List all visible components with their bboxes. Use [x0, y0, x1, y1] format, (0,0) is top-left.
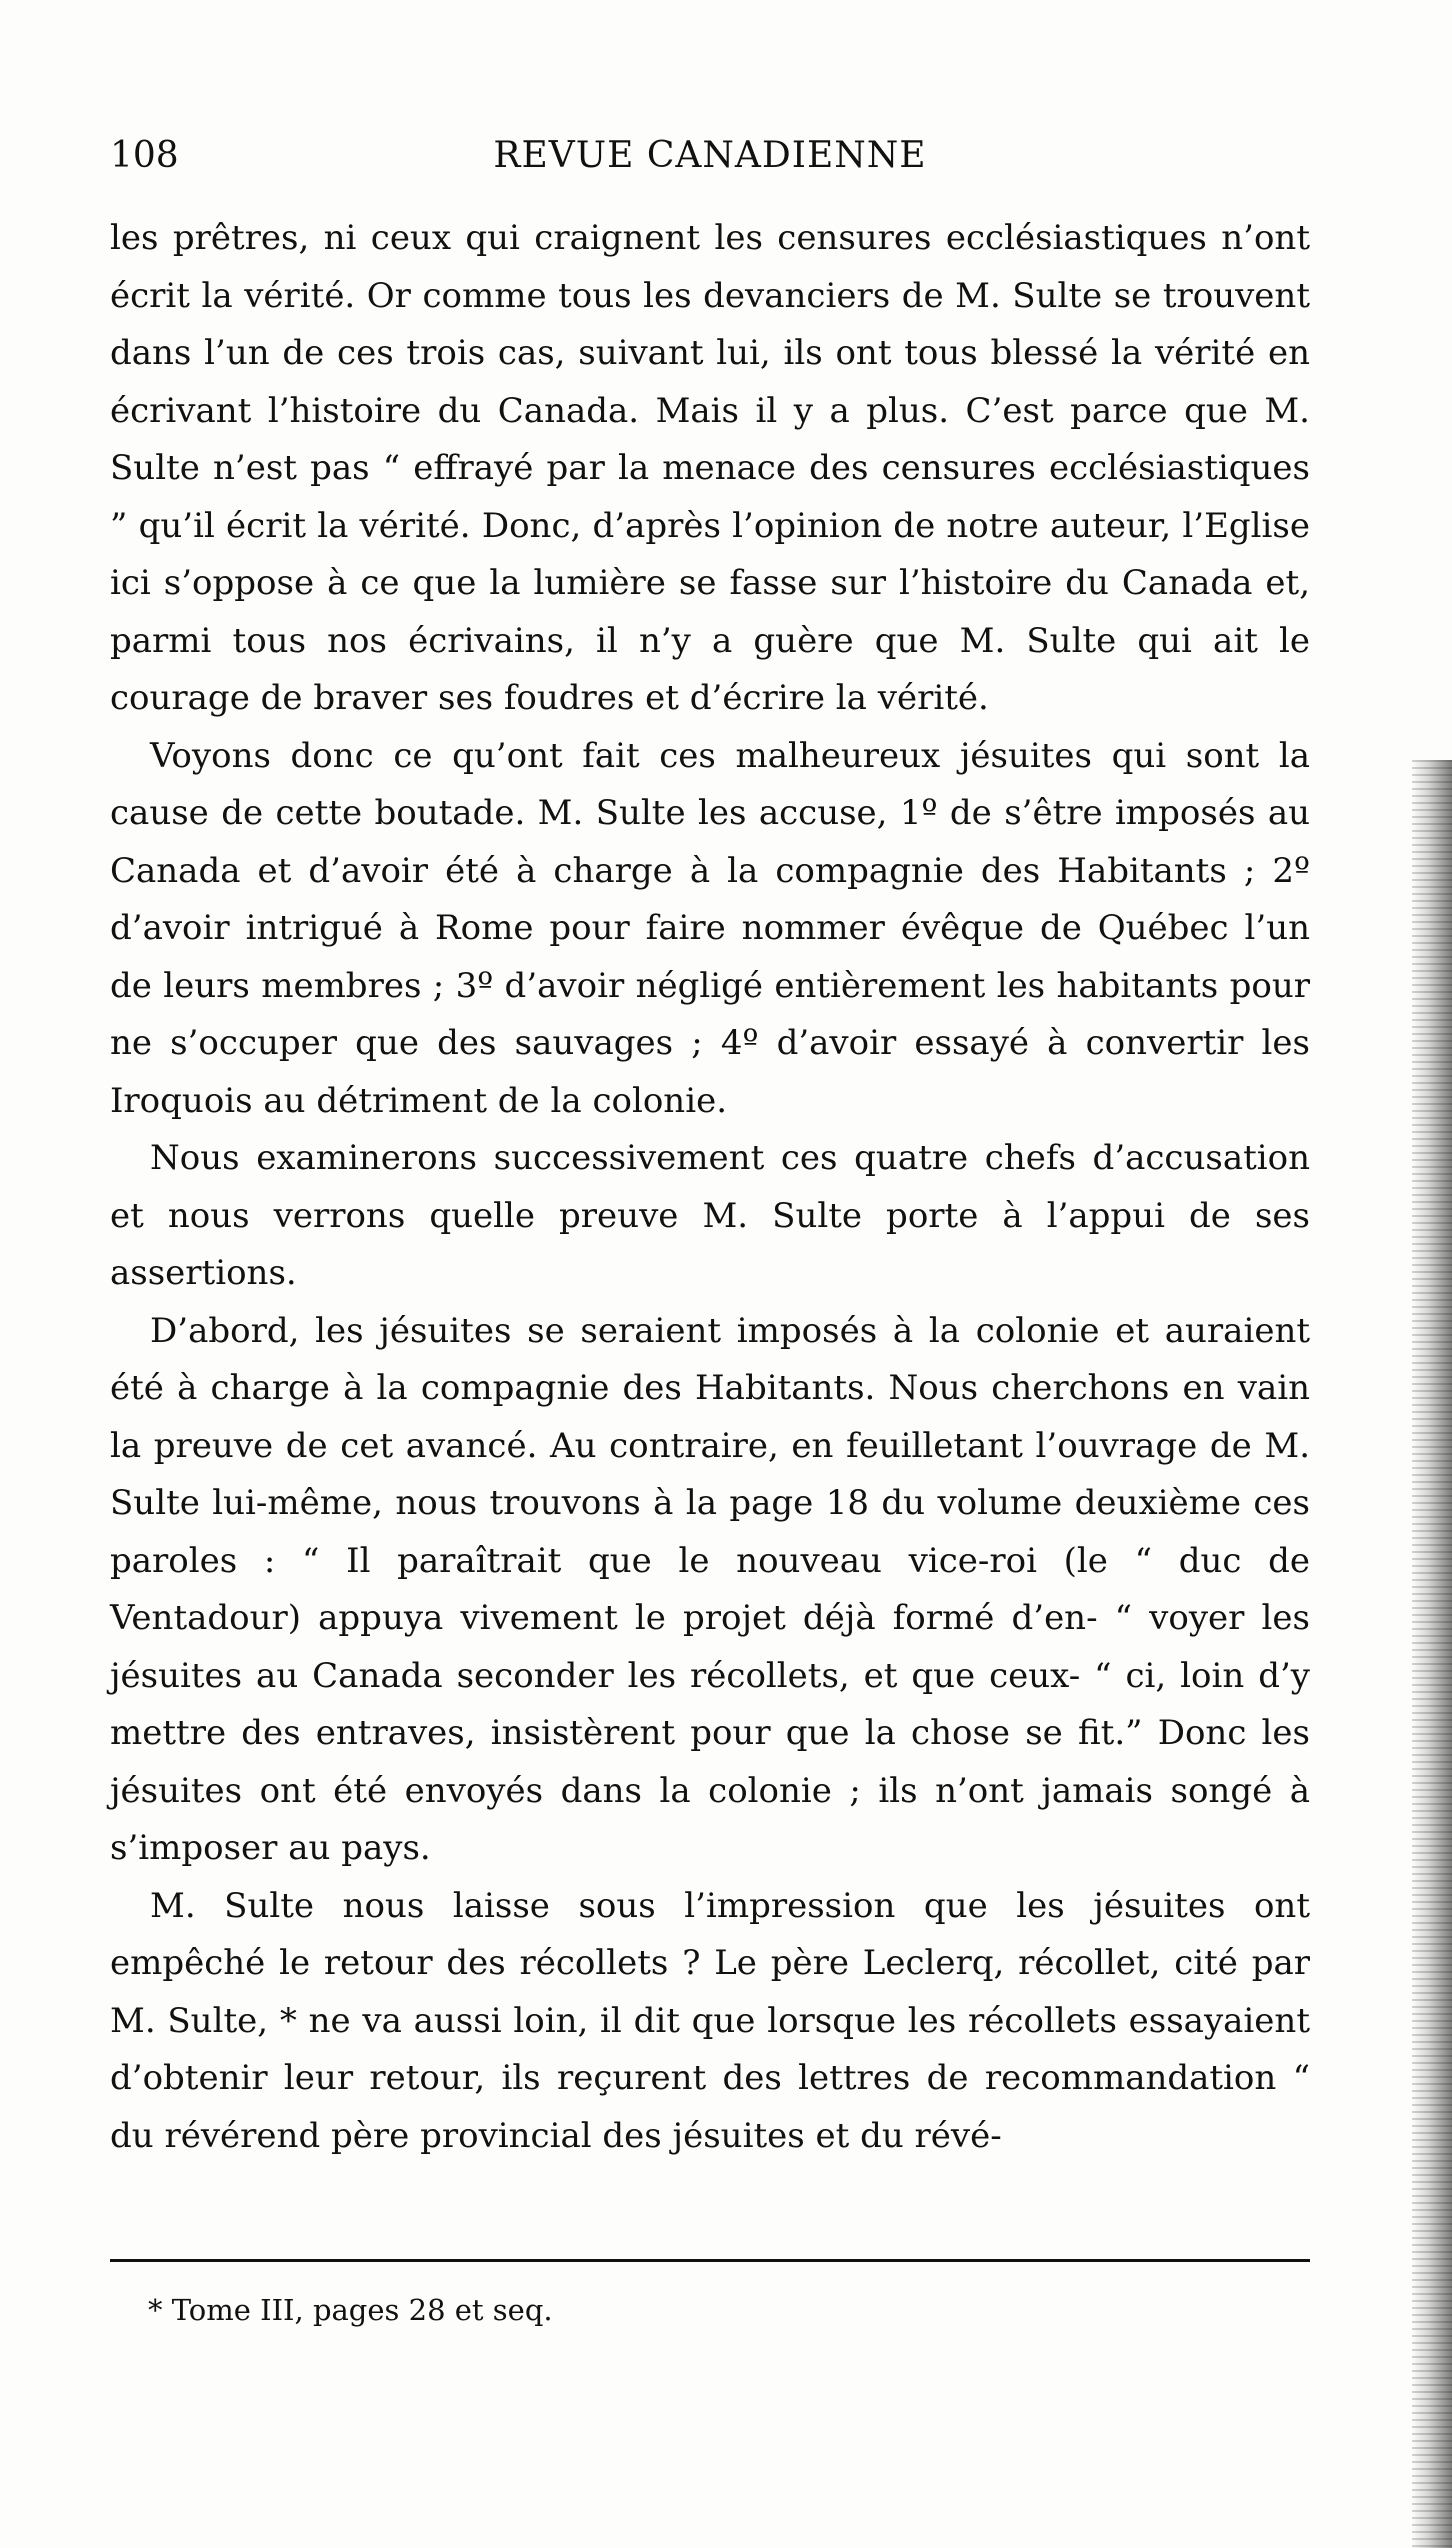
- footnote-rule: [110, 2259, 1310, 2262]
- page-number: 108: [110, 135, 179, 176]
- paragraph: Nous examinerons successivement ces quatre chefs d’accusation et nous verrons quelle preuve M. Sulte porte à l’appui de ses assertions.: [110, 1138, 1310, 1293]
- paragraph: Voyons donc ce qu’ont fait ces malheureux jésuites qui sont la cause de cette boutade. M. Sulte les accuse, 1º de s’être imposés au Canada et d’avoir été à charge à la compagnie des Habitants ; 2º d’avoir intrigué à Rome pour faire nommer évêque de Québec l’un de leurs membres ; 3º d’avoir négligé entièrement les habitants pour ne s’occuper que des sauvages ; 4º d’avoir essayé à convertir les Iroquois au détriment de la colonie.: [110, 735, 1310, 1121]
- paragraph: M. Sulte nous laisse sous l’impression que les jésuites ont empêché le retour des récollets ? Le père Leclerq, récollet, cité par M. Sulte, * ne va aussi loin, il dit que lorsque les récollets essayaient d’obtenir leur retour, ils reçurent des lettres de recommandation “ du révérend père provincial des jésuites et du révé-: [110, 1885, 1310, 2156]
- running-title: REVUE CANADIENNE: [493, 135, 927, 176]
- paragraph: les prêtres, ni ceux qui craignent les censures ecclésiastiques n’ont écrit la vérité. Or comme tous les devanciers de M. Sulte se trouvent dans l’un de ces trois cas, suivant lui, ils ont tous blessé la vérité en écrivant l’histoire du Canada. Mais il y a plus. C’est parce que M. Sulte n’est pas “ effrayé par la menace des censures ecclésiastiques ” qu’il écrit la vérité. Donc, d’après l’opinion de notre auteur, l’Eglise ici s’oppose à ce que la lumière se fasse sur l’histoire du Canada et, parmi tous nos écrivains, il n’y a guère que M. Sulte qui ait le courage de braver ses foudres et d’écrire la vérité.: [110, 218, 1310, 718]
- body-text: [110, 210, 1310, 2165]
- paragraph: D’abord, les jésuites se seraient imposés à la colonie et auraient été à charge à la compagnie des Habitants. Nous cherchons en vain la preuve de cet avancé. Au contraire, en feuilletant l’ouvrage de M. Sulte lui-même, nous trouvons à la page 18 du volume deuxième ces paroles : “ Il paraîtrait que le nouveau vice-roi (le “ duc de Ventadour) appuya vivement le projet déjà formé d’en- “ voyer les jésuites au Canada seconder les récollets, et que ceux- “ ci, loin d’y mettre des entraves, insistèrent pour que la chose se fit.” Donc les jésuites ont été envoyés dans la colonie ; ils n’ont jamais songé à s’imposer au pays.: [110, 1310, 1310, 1868]
- footnote: * Tome III, pages 28 et seq.: [148, 2293, 553, 2327]
- page-edge-shadow: [1412, 760, 1452, 2548]
